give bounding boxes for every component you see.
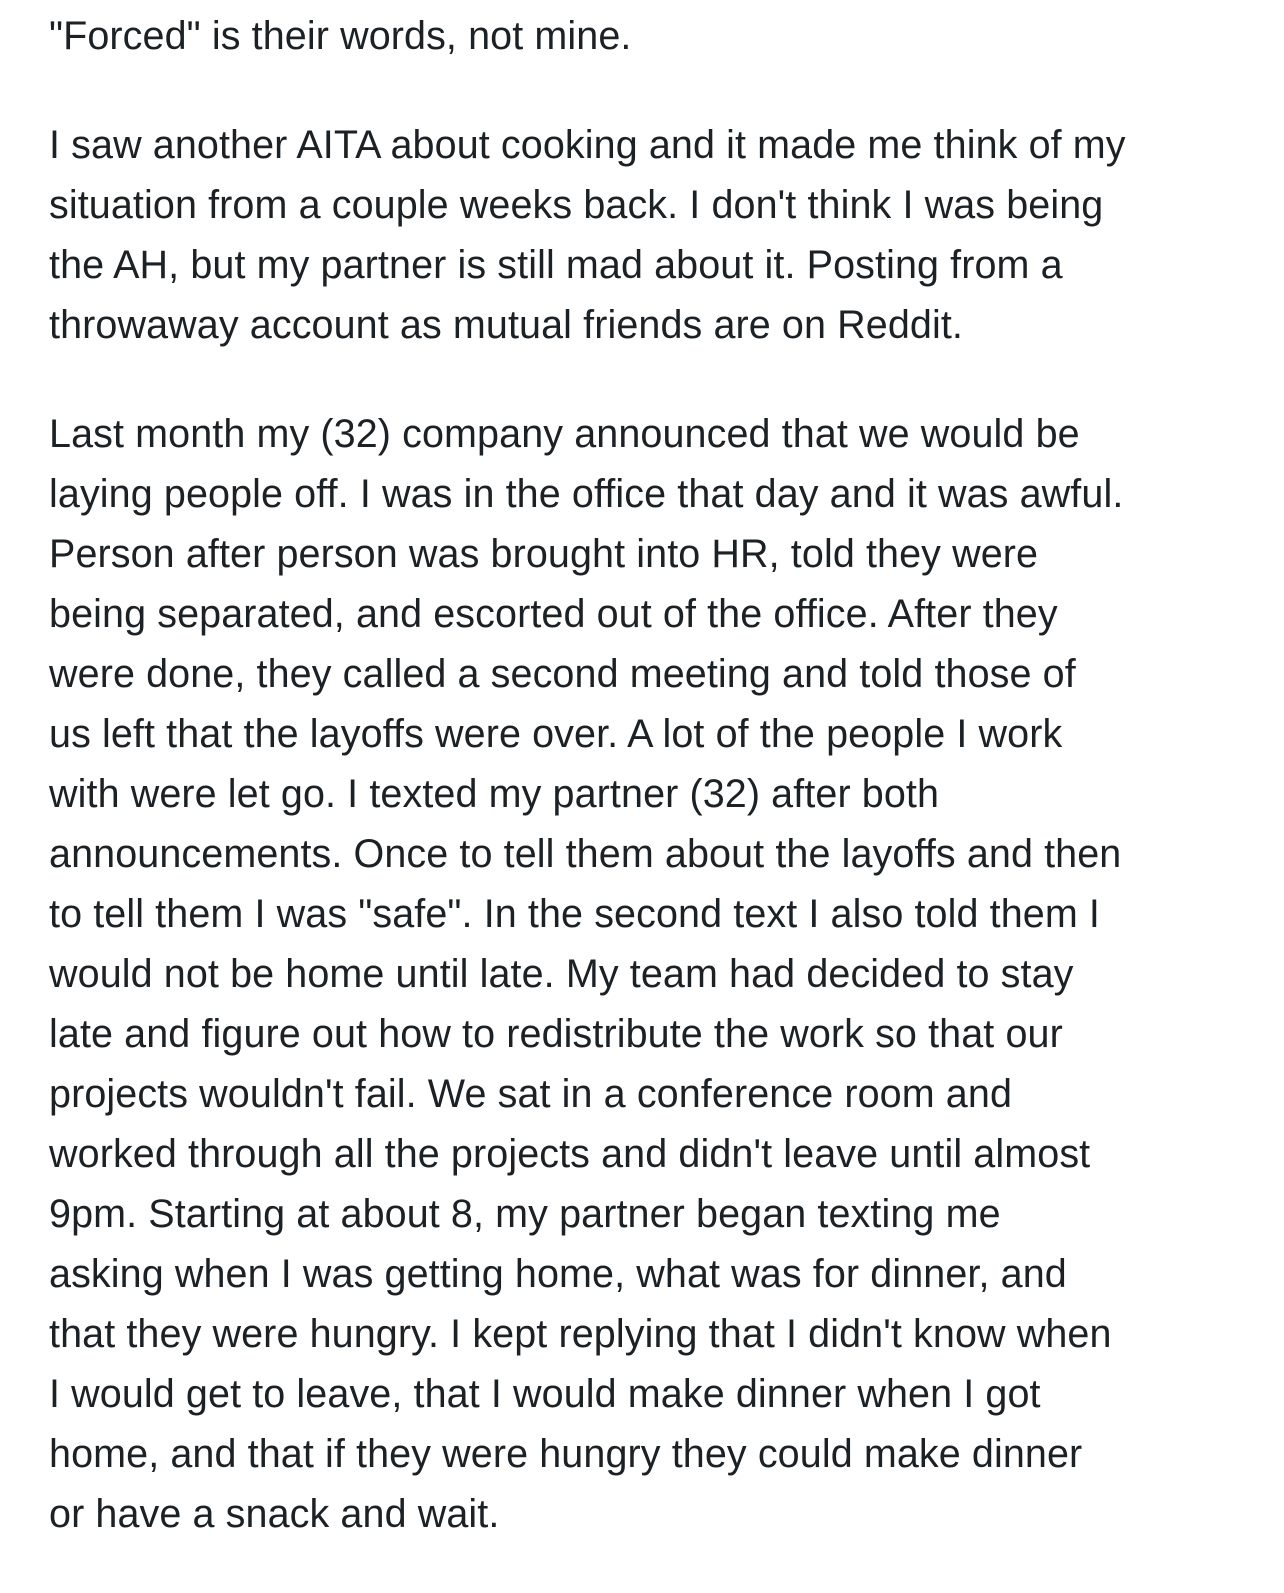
text-line: projects wouldn't fail. We sat in a conference room and xyxy=(49,1072,1013,1116)
text-line: asking when I was getting home, what was for dinner, and xyxy=(49,1252,1067,1296)
text-line: late and figure out how to redistribute the work so that our xyxy=(49,1012,1063,1056)
text-line: that they were hungry. I kept replying that I didn't know when xyxy=(49,1312,1112,1356)
text-line: home, and that if they were hungry they could make dinner xyxy=(49,1432,1083,1476)
text-line: or have a snack and wait. xyxy=(49,1492,500,1536)
text-line: would not be home until late. My team had decided to stay xyxy=(49,952,1074,996)
text-line: to tell them I was "safe". In the second text I also told them I xyxy=(49,892,1100,936)
text-line: 9pm. Starting at about 8, my partner began texting me xyxy=(49,1192,1001,1236)
text-line: laying people off. I was in the office that day and it was awful. xyxy=(49,472,1124,516)
paragraph-2 xyxy=(49,115,1259,355)
text-line: situation from a couple weeks back. I don't think I was being xyxy=(49,183,1104,227)
text-line: announcements. Once to tell them about the layoffs and then xyxy=(49,832,1122,876)
text-line: were done, they called a second meeting and told those of xyxy=(49,652,1076,696)
text-line: I saw another AITA about cooking and it made me think of my xyxy=(49,123,1126,167)
text-line: Last month my (32) company announced that we would be xyxy=(49,412,1080,456)
text-line: I would get to leave, that I would make dinner when I got xyxy=(49,1372,1041,1416)
text-line: with were let go. I texted my partner (32) after both xyxy=(49,772,940,816)
paragraph-1 xyxy=(49,6,1259,66)
text-line: being separated, and escorted out of the office. After they xyxy=(49,592,1058,636)
text-line: "Forced" is their words, not mine. xyxy=(49,14,632,58)
text-line: us left that the layoffs were over. A lot of the people I work xyxy=(49,712,1063,756)
post-body xyxy=(49,6,1259,1593)
text-line: the AH, but my partner is still mad about it. Posting from a xyxy=(49,243,1063,287)
text-line: worked through all the projects and didn't leave until almost xyxy=(49,1132,1091,1176)
text-line: throwaway account as mutual friends are on Reddit. xyxy=(49,303,963,347)
text-line: Person after person was brought into HR, told they were xyxy=(49,532,1039,576)
paragraph-3 xyxy=(49,404,1259,1544)
